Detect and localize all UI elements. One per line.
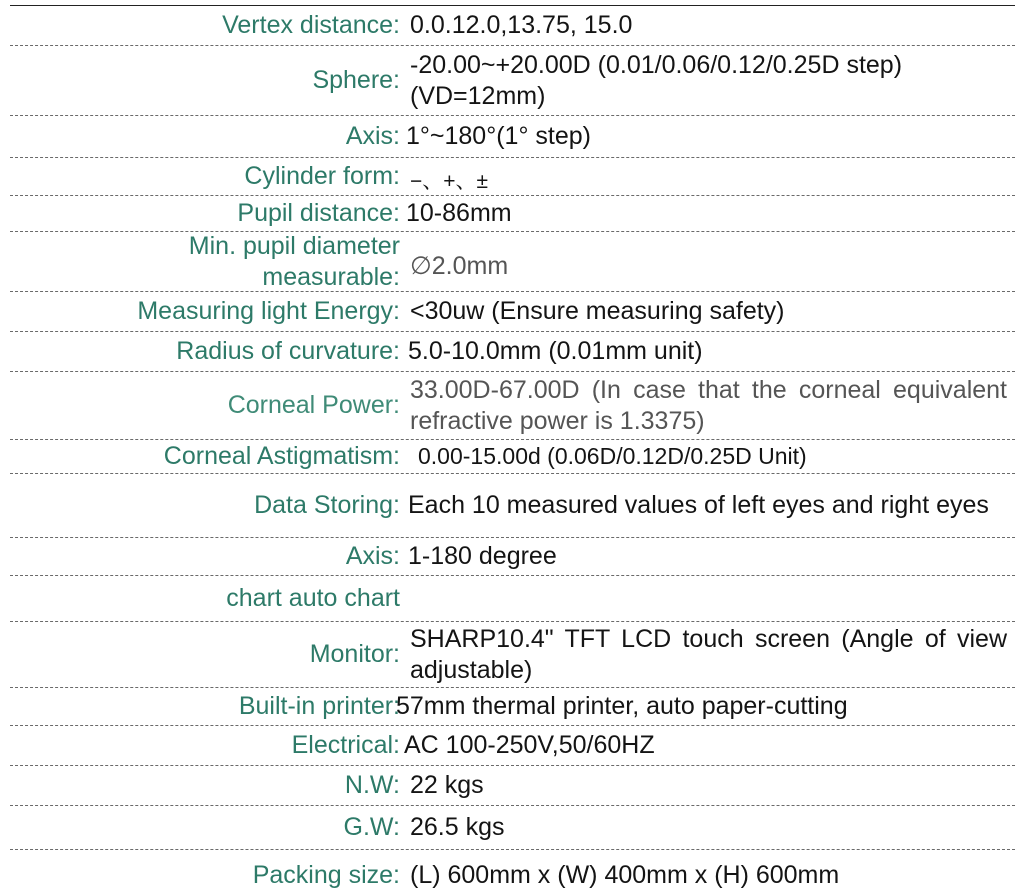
spec-value-text: 1°~180°(1° step) bbox=[406, 122, 591, 150]
spec-value-text: 1-180 degree bbox=[408, 542, 557, 570]
spec-value bbox=[408, 332, 1007, 371]
spec-value-text: ∅2.0mm bbox=[410, 252, 509, 280]
spec-label: Vertex distance: bbox=[222, 11, 400, 39]
spec-row-chart bbox=[10, 576, 1015, 622]
spec-table bbox=[10, 6, 1015, 890]
spec-row-corneal-astigmatism bbox=[10, 440, 1015, 474]
spec-label-line: Min. pupil diameter bbox=[188, 231, 400, 260]
spec-value bbox=[410, 6, 1007, 45]
spec-label: Monitor: bbox=[309, 640, 400, 668]
spec-value-text: 0.0.12.0,13.75, 15.0 bbox=[410, 11, 633, 39]
spec-value bbox=[410, 46, 1007, 115]
spec-label bbox=[189, 232, 400, 291]
spec-value bbox=[410, 806, 1007, 849]
spec-label: Pupil distance: bbox=[237, 199, 400, 227]
spec-value-text: 0.00-15.00d (0.06D/0.12D/0.25D Unit) bbox=[418, 443, 807, 469]
spec-value-text: 5.0-10.0mm (0.01mm unit) bbox=[408, 337, 703, 365]
spec-label: chart auto chart bbox=[226, 584, 400, 612]
spec-value-text: 22 kgs bbox=[410, 771, 484, 799]
spec-row-axis-degree bbox=[10, 538, 1015, 576]
spec-row-net-weight bbox=[10, 766, 1015, 806]
spec-value bbox=[408, 538, 1007, 575]
spec-row-light-energy bbox=[10, 292, 1015, 332]
spec-row-axis bbox=[10, 116, 1015, 158]
spec-value bbox=[396, 688, 1007, 725]
spec-value-text: Each 10 measured values of left eyes and right eyes bbox=[408, 491, 989, 519]
spec-row-printer bbox=[10, 688, 1015, 726]
spec-row-sphere bbox=[10, 46, 1015, 116]
spec-label: Radius of curvature: bbox=[176, 337, 400, 365]
spec-value-text: 33.00D-67.00D (In case that the corneal equivalent refractive power is 1.3375) bbox=[410, 375, 1007, 435]
spec-value bbox=[410, 576, 1007, 621]
spec-value bbox=[406, 116, 1007, 157]
spec-label: Built-in printer: bbox=[238, 692, 400, 720]
spec-row-electrical bbox=[10, 726, 1015, 766]
spec-row-radius-curvature bbox=[10, 332, 1015, 372]
spec-row-min-pupil-diameter bbox=[10, 232, 1015, 292]
spec-value bbox=[410, 232, 1007, 291]
spec-value-text: -20.00~+20.00D (0.01/0.06/0.12/0.25D step) (VD=12mm) bbox=[410, 50, 903, 110]
spec-value bbox=[406, 196, 1007, 231]
spec-value-text: 26.5 kgs bbox=[410, 813, 505, 841]
spec-value bbox=[410, 860, 1007, 891]
spec-row-packing-size bbox=[10, 850, 1015, 890]
spec-label: Corneal Power: bbox=[227, 391, 400, 419]
spec-label: Corneal Astigmatism: bbox=[163, 442, 400, 470]
spec-label: Packing size: bbox=[252, 861, 400, 889]
spec-value bbox=[410, 766, 1007, 805]
spec-value-text: −、+、± bbox=[410, 170, 489, 193]
spec-value-text: 10-86mm bbox=[406, 199, 512, 227]
spec-label: Electrical: bbox=[291, 731, 400, 759]
spec-label: Data Storing: bbox=[254, 491, 400, 519]
spec-value bbox=[404, 726, 1007, 765]
spec-row-corneal-power bbox=[10, 372, 1015, 440]
spec-label-line: measurable: bbox=[262, 262, 400, 291]
spec-value-text: SHARP10.4" TFT LCD touch screen (Angle of view adjustable) bbox=[410, 624, 1007, 684]
spec-label: Measuring light Energy: bbox=[137, 297, 400, 325]
spec-label: Axis: bbox=[345, 542, 400, 570]
spec-row-data-storing bbox=[10, 474, 1015, 538]
spec-row-cylinder-form bbox=[10, 158, 1015, 196]
spec-value bbox=[410, 292, 1007, 331]
spec-value-text: (L) 600mm x (W) 400mm x (H) 600mm bbox=[410, 861, 840, 889]
spec-value bbox=[418, 440, 1007, 473]
spec-label: G.W: bbox=[343, 813, 400, 841]
spec-row-monitor bbox=[10, 622, 1015, 688]
spec-label: Sphere: bbox=[312, 66, 400, 94]
spec-label: N.W: bbox=[344, 771, 400, 799]
spec-value-text: 57mm thermal printer, auto paper-cutting bbox=[396, 692, 848, 720]
spec-row-pupil-distance bbox=[10, 196, 1015, 232]
spec-value bbox=[410, 622, 1007, 687]
spec-value bbox=[410, 158, 1007, 195]
spec-row-vertex-distance bbox=[10, 6, 1015, 46]
spec-value-text: AC 100-250V,50/60HZ bbox=[404, 731, 655, 759]
spec-row-gross-weight bbox=[10, 806, 1015, 850]
spec-value-text: <30uw (Ensure measuring safety) bbox=[410, 297, 785, 325]
spec-label: Cylinder form: bbox=[244, 162, 400, 190]
spec-value bbox=[410, 372, 1007, 439]
spec-label: Axis: bbox=[345, 122, 400, 150]
spec-value bbox=[408, 474, 1007, 537]
